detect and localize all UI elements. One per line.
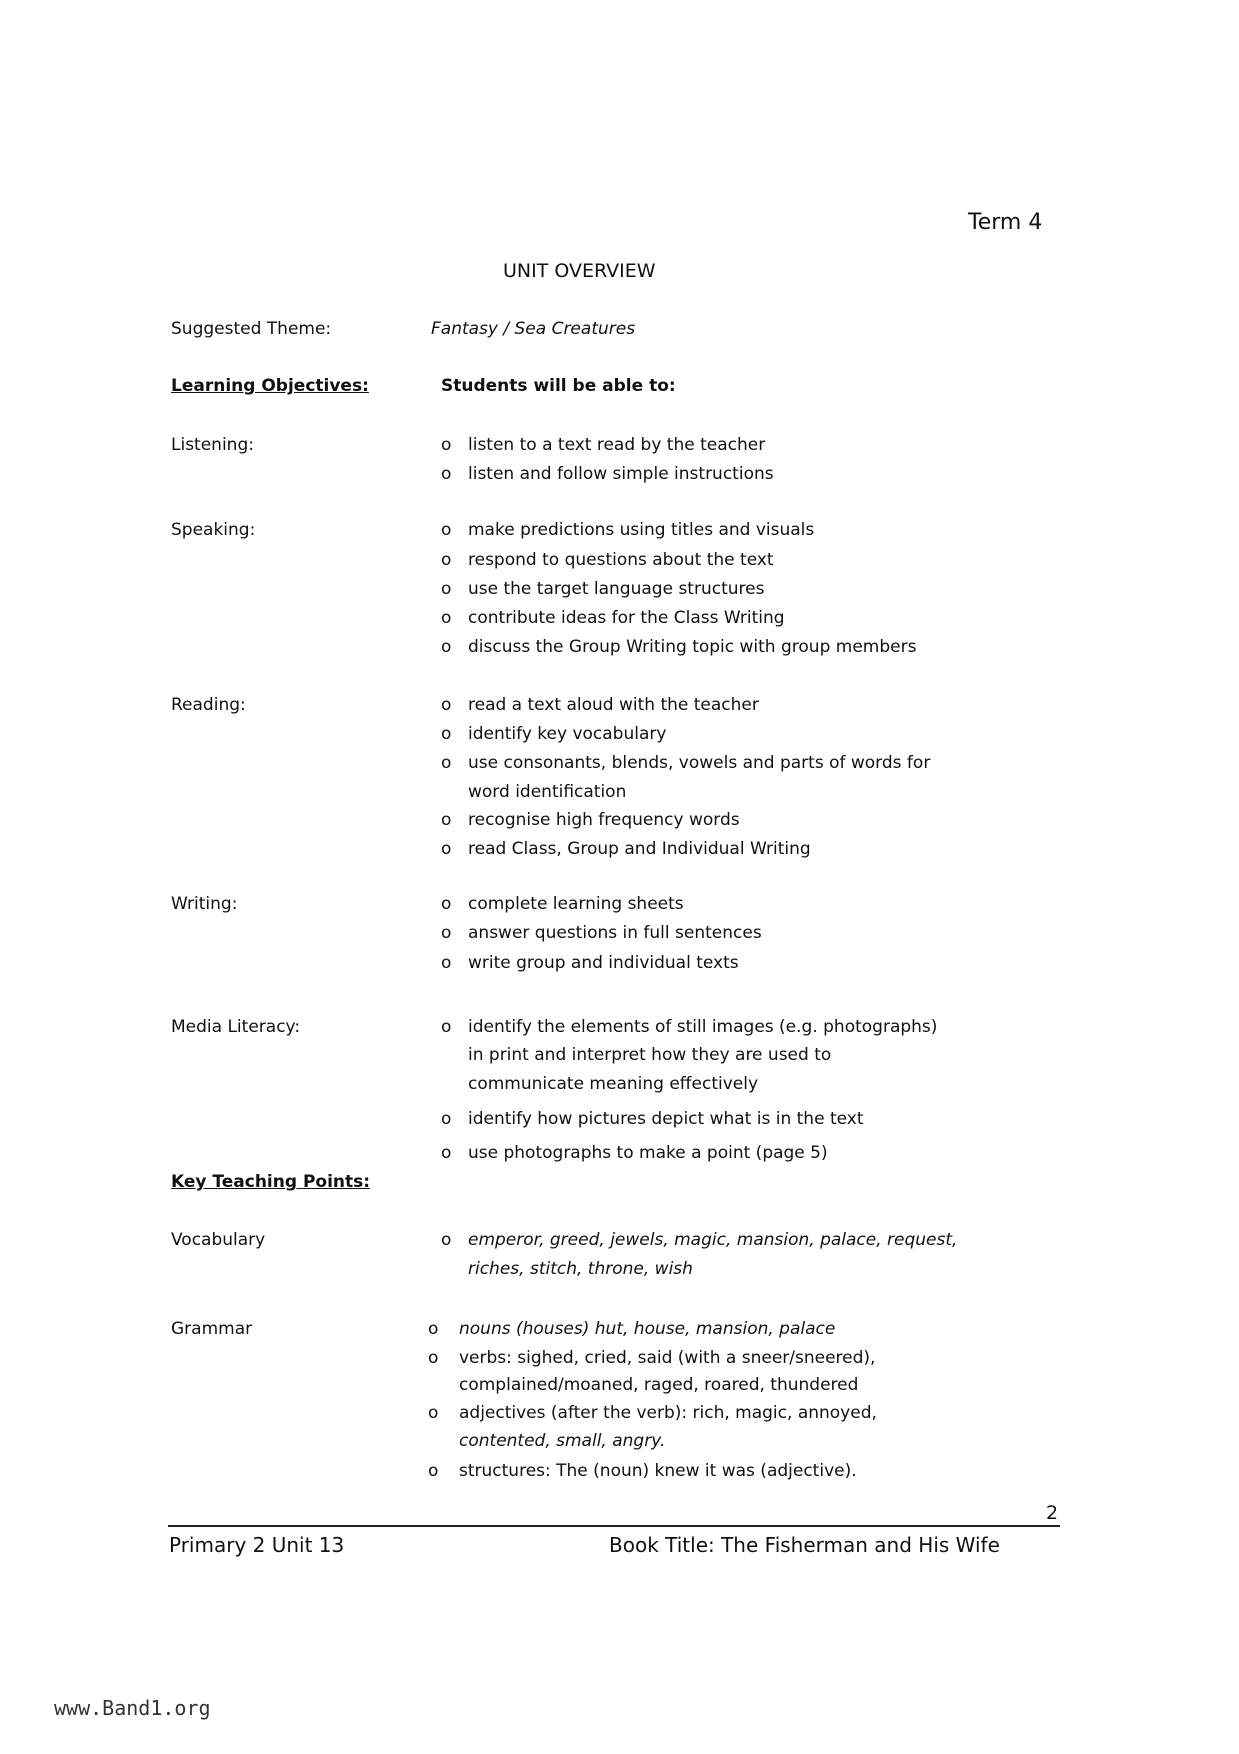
reading-item: identify key vocabulary bbox=[468, 724, 667, 744]
grammar-line: nouns (houses) hut, house, mansion, palace bbox=[459, 1319, 836, 1339]
key-points-label: Key Teaching Points: bbox=[171, 1172, 371, 1192]
media-label: Media Literacy: bbox=[171, 1017, 301, 1037]
grammar-line: adjectives (after the verb): rich, magic, annoyed, bbox=[459, 1403, 877, 1423]
grammar-line: verbs: sighed, cried, said (with a sneer/sneered), bbox=[459, 1348, 876, 1368]
bullet-icon: o bbox=[441, 810, 452, 830]
bullet-icon: o bbox=[428, 1461, 439, 1481]
media-item: identify the elements of still images (e.g. photographs) bbox=[468, 1017, 938, 1037]
bullet-icon: o bbox=[441, 953, 452, 973]
media-item: use photographs to make a point (page 5) bbox=[468, 1143, 828, 1163]
watermark-url: www.Band1.org bbox=[54, 1696, 211, 1720]
vocabulary-label: Vocabulary bbox=[171, 1230, 266, 1250]
speaking-item: contribute ideas for the Class Writing bbox=[468, 608, 785, 628]
reading-label: Reading: bbox=[171, 695, 246, 715]
bullet-icon: o bbox=[441, 923, 452, 943]
bullet-icon: o bbox=[441, 579, 452, 599]
writing-label: Writing: bbox=[171, 894, 238, 914]
bullet-icon: o bbox=[428, 1319, 439, 1339]
bullet-icon: o bbox=[441, 608, 452, 628]
bullet-icon: o bbox=[428, 1403, 439, 1423]
grammar-line: complained/moaned, raged, roared, thundered bbox=[459, 1375, 859, 1395]
page-title: UNIT OVERVIEW bbox=[503, 260, 656, 282]
listening-item: listen and follow simple instructions bbox=[468, 464, 774, 484]
footer-book-title: Book Title: The Fisherman and His Wife bbox=[609, 1533, 1000, 1557]
bullet-icon: o bbox=[441, 464, 452, 484]
reading-item: recognise high frequency words bbox=[468, 810, 740, 830]
reading-item: use consonants, blends, vowels and parts of words for bbox=[468, 753, 931, 773]
bullet-icon: o bbox=[441, 637, 452, 657]
listening-item: listen to a text read by the teacher bbox=[468, 435, 766, 455]
speaking-item: respond to questions about the text bbox=[468, 550, 774, 570]
footer-divider bbox=[168, 1525, 1060, 1527]
bullet-icon: o bbox=[428, 1348, 439, 1368]
vocabulary-line: emperor, greed, jewels, magic, mansion, palace, request, bbox=[468, 1230, 958, 1250]
bullet-icon: o bbox=[441, 1230, 452, 1250]
writing-item: answer questions in full sentences bbox=[468, 923, 762, 943]
listening-label: Listening: bbox=[171, 435, 254, 455]
bullet-icon: o bbox=[441, 520, 452, 540]
bullet-icon: o bbox=[441, 894, 452, 914]
grammar-line: contented, small, angry. bbox=[459, 1431, 666, 1451]
reading-item-continued: word identification bbox=[468, 782, 627, 802]
writing-item: complete learning sheets bbox=[468, 894, 684, 914]
media-item-continued: communicate meaning effectively bbox=[468, 1074, 759, 1094]
speaking-item: make predictions using titles and visuals bbox=[468, 520, 815, 540]
reading-item: read Class, Group and Individual Writing bbox=[468, 839, 811, 859]
speaking-label: Speaking: bbox=[171, 520, 256, 540]
page-number: 2 bbox=[1046, 1502, 1059, 1524]
speaking-item: use the target language structures bbox=[468, 579, 765, 599]
footer-unit: Primary 2 Unit 13 bbox=[169, 1533, 345, 1557]
media-item: identify how pictures depict what is in the text bbox=[468, 1109, 864, 1129]
bullet-icon: o bbox=[441, 1109, 452, 1129]
writing-item: write group and individual texts bbox=[468, 953, 739, 973]
reading-item: read a text aloud with the teacher bbox=[468, 695, 759, 715]
media-item-continued: in print and interpret how they are used to bbox=[468, 1045, 832, 1065]
term-label: Term 4 bbox=[968, 210, 1043, 235]
bullet-icon: o bbox=[441, 695, 452, 715]
bullet-icon: o bbox=[441, 435, 452, 455]
grammar-label: Grammar bbox=[171, 1319, 253, 1339]
bullet-icon: o bbox=[441, 1017, 452, 1037]
objectives-label: Learning Objectives: bbox=[171, 376, 369, 396]
bullet-icon: o bbox=[441, 753, 452, 773]
bullet-icon: o bbox=[441, 839, 452, 859]
bullet-icon: o bbox=[441, 1143, 452, 1163]
theme-value: Fantasy / Sea Creatures bbox=[431, 319, 636, 339]
bullet-icon: o bbox=[441, 724, 452, 744]
objectives-intro: Students will be able to: bbox=[441, 376, 676, 396]
grammar-line: structures: The (noun) knew it was (adjective). bbox=[459, 1461, 857, 1481]
speaking-item: discuss the Group Writing topic with group members bbox=[468, 637, 917, 657]
vocabulary-line: riches, stitch, throne, wish bbox=[468, 1259, 693, 1279]
bullet-icon: o bbox=[441, 550, 452, 570]
theme-label: Suggested Theme: bbox=[171, 319, 332, 339]
